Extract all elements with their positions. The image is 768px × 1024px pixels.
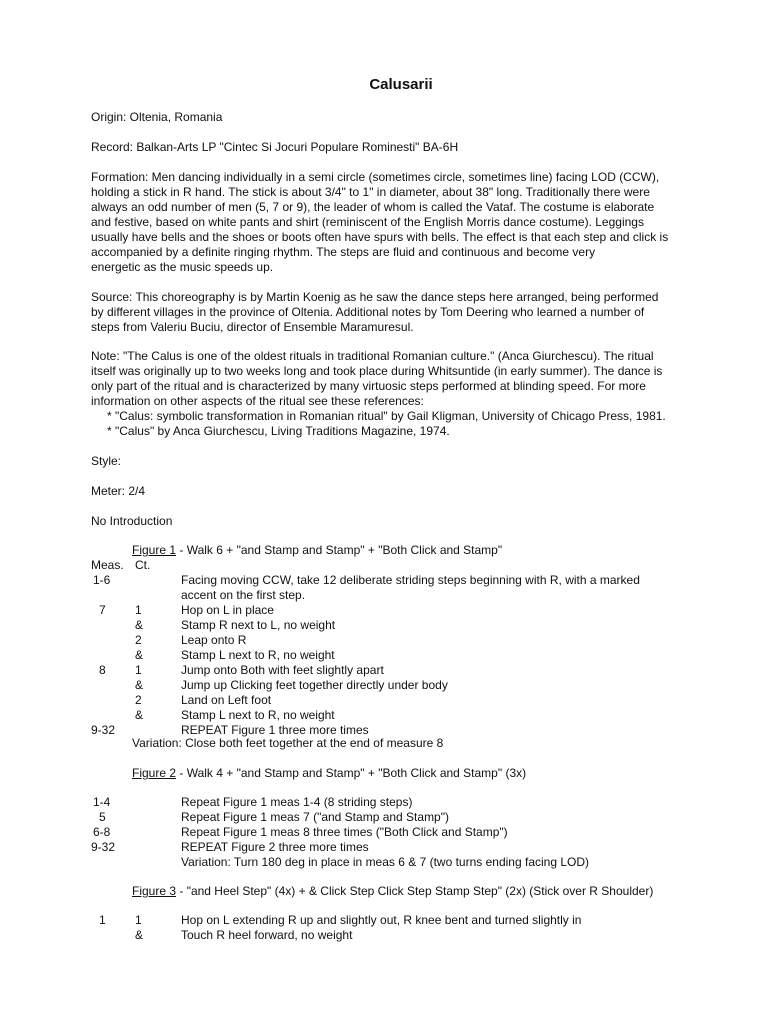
figure-1-heading	[132, 543, 502, 558]
step-row	[91, 618, 711, 633]
intro-line: No Introduction	[91, 514, 173, 528]
step-row	[91, 588, 711, 603]
step-row	[91, 928, 711, 943]
step-row	[91, 810, 711, 825]
formation-line: energetic as the music speeds up.	[91, 260, 274, 274]
measure-cell: 9-32	[91, 840, 116, 854]
header-meas: Meas.	[91, 558, 124, 572]
formation-line: usually have bells and the shoes or boots often have spurs with bells. The effect is that each step and click is	[91, 230, 669, 244]
figure-2-desc: - Walk 4 + "and Stamp and Stamp" + "Both Click and Stamp" (3x)	[176, 766, 527, 780]
note-line: information on other aspects of the ritual see these references:	[91, 394, 424, 408]
figure-1-variation: Variation: Close both feet together at the end of measure 8	[132, 736, 444, 750]
count-cell: &	[135, 618, 144, 632]
step-description: accent on the first step.	[181, 588, 306, 602]
formation-line: holding a stick in R hand. The stick is about 3/4" to 1" in diameter, about 38" long. Traditionally there were	[91, 185, 650, 199]
step-row	[91, 693, 711, 708]
step-description: Leap onto R	[181, 633, 247, 647]
measure-cell: 6-8	[93, 825, 111, 839]
count-cell: 1	[135, 663, 142, 677]
step-description: Land on Left foot	[181, 693, 272, 707]
source-line: by different villages in the province of Oltenia. Additional notes by Tom Deering who learned a number of	[91, 305, 645, 319]
figure-3-name: Figure 3	[132, 884, 177, 898]
measure-cell: 9-32	[91, 723, 116, 737]
figure-2-heading	[132, 766, 526, 781]
count-cell: 1	[135, 603, 142, 617]
source-line: Source: This choreography is by Martin Koenig as he saw the dance steps here arranged, being performed	[91, 290, 659, 304]
count-cell: 2	[135, 633, 142, 647]
figure-1-header	[91, 558, 711, 573]
formation-line: Formation: Men dancing individually in a semi circle (sometimes circle, sometimes line) facing LOD (CCW),	[91, 170, 660, 184]
step-row	[91, 855, 711, 870]
reference-item: * "Calus" by Anca Giurchescu, Living Traditions Magazine, 1974.	[107, 424, 450, 438]
formation-line: and festive, based on white pants and shirt (reminiscent of the English Morris dance costume). Leggings	[91, 215, 644, 229]
reference-item: * "Calus: symbolic transformation in Romanian ritual" by Gail Kligman, University of Chicago Press, 1981.	[107, 409, 666, 423]
figure-3-heading	[132, 884, 653, 899]
step-description: Repeat Figure 1 meas 8 three times ("Both Click and Stamp")	[181, 825, 508, 839]
count-cell: &	[135, 708, 144, 722]
step-description: Stamp L next to R, no weight	[181, 648, 335, 662]
header-ct: Ct.	[135, 558, 151, 572]
step-description: Hop on L in place	[181, 603, 274, 617]
measure-cell: 8	[99, 663, 106, 677]
formation-line: always an odd number of men (5, 7 or 9), the leader of whom is called the Vataf. The costume is elaborate	[91, 200, 655, 214]
measure-cell: 1-4	[93, 795, 111, 809]
step-row	[91, 795, 711, 810]
measure-cell: 5	[99, 810, 106, 824]
step-description: Stamp R next to L, no weight	[181, 618, 336, 632]
step-row	[91, 708, 711, 723]
step-row	[91, 603, 711, 618]
step-description: Stamp L next to R, no weight	[181, 708, 335, 722]
count-cell: &	[135, 928, 144, 942]
step-description: Jump onto Both with feet slightly apart	[181, 663, 384, 677]
step-description: Jump up Clicking feet together directly under body	[181, 678, 448, 692]
measure-cell: 1	[99, 913, 106, 927]
step-row	[91, 663, 711, 678]
step-row	[91, 913, 711, 928]
figure-2-name: Figure 2	[132, 766, 177, 780]
step-description: Repeat Figure 1 meas 7 ("and Stamp and Stamp")	[181, 810, 449, 824]
measure-cell: 7	[99, 603, 106, 617]
step-row	[91, 633, 711, 648]
note-line: Note: "The Calus is one of the oldest rituals in traditional Romanian culture." (Anca Giurchescu). The ritual	[91, 349, 654, 363]
source-line: steps from Valeriu Buciu, director of Ensemble Maramuresul.	[91, 320, 414, 334]
note-line: only part of the ritual and is characterized by many virtuosic steps performed at blinding speed. For more	[91, 379, 646, 393]
figure-1-name: Figure 1	[132, 543, 177, 557]
step-description: REPEAT Figure 2 three more times	[181, 840, 369, 854]
figure-3-desc: - "and Heel Step" (4x) + & Click Step Click Step Stamp Step" (2x) (Stick over R Shoulder)	[176, 884, 654, 898]
count-cell: 1	[135, 913, 142, 927]
step-row	[91, 840, 711, 855]
style-line: Style:	[91, 454, 122, 468]
note-line: itself was originally up to two weeks long and took place during Whitsuntide (in early summer). The dance is	[91, 364, 663, 378]
page-title: Calusarii	[369, 76, 433, 93]
count-cell: &	[135, 648, 144, 662]
formation-line: accompanied by a definite ringing rhythm. The steps are fluid and continuous and become very	[91, 245, 596, 259]
figure-1-desc: - Walk 6 + "and Stamp and Stamp" + "Both Click and Stamp"	[176, 543, 503, 557]
count-cell: 2	[135, 693, 142, 707]
step-description: Repeat Figure 1 meas 1-4 (8 striding steps)	[181, 795, 413, 809]
step-description: Facing moving CCW, take 12 deliberate striding steps beginning with R, with a marked	[181, 573, 640, 587]
step-description: Touch R heel forward, no weight	[181, 928, 353, 942]
step-row	[91, 648, 711, 663]
step-description: Variation: Turn 180 deg in place in meas 6 & 7 (two turns ending facing LOD)	[181, 855, 590, 869]
measure-cell: 1-6	[93, 573, 111, 587]
meter-line: Meter: 2/4	[91, 484, 146, 498]
step-row	[91, 573, 711, 588]
count-cell: &	[135, 678, 144, 692]
origin-line: Origin: Oltenia, Romania	[91, 110, 223, 124]
step-description: REPEAT Figure 1 three more times	[181, 723, 369, 737]
step-row	[91, 825, 711, 840]
record-line: Record: Balkan-Arts LP "Cintec Si Jocuri Populare Rominesti" BA-6H	[91, 140, 459, 154]
step-description: Hop on L extending R up and slightly out, R knee bent and turned slightly in	[181, 913, 582, 927]
step-row	[91, 678, 711, 693]
